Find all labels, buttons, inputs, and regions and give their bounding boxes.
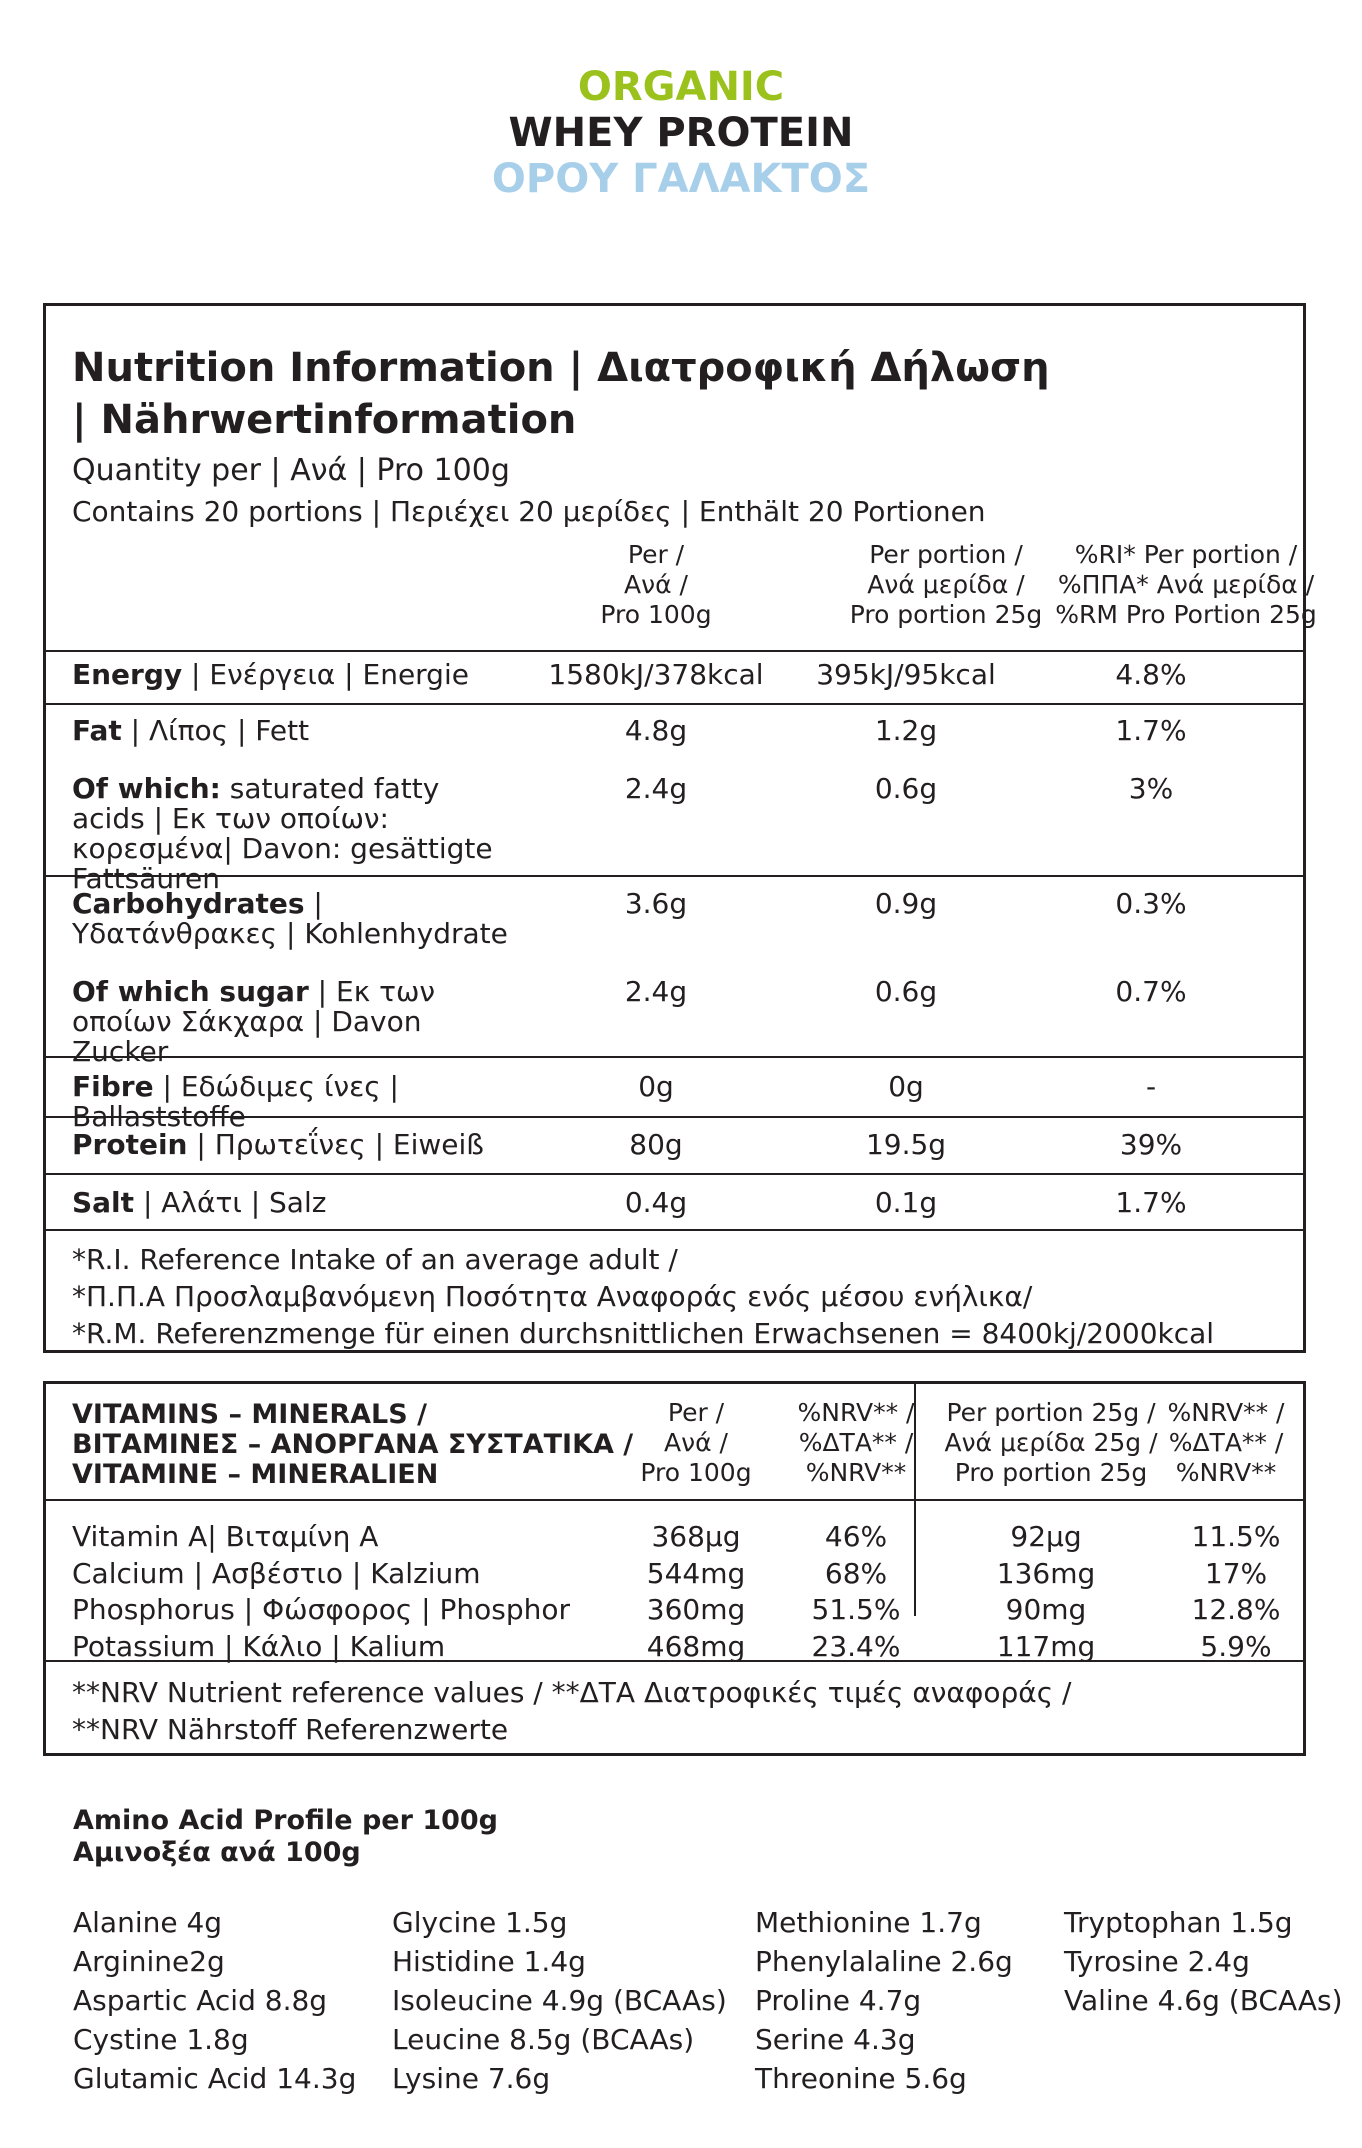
nutrient-translations: saturated fatty acids | Εκ των οποίων: κορεσμένα| Davon: gesättigte Fattsäuren xyxy=(72,772,493,895)
nutrient-name: Of which sugar xyxy=(72,975,309,1008)
amino-column xyxy=(755,1903,1013,2098)
amino-acid-item: Valine 4.6g (BCAAs) xyxy=(1064,1984,1343,2017)
amino-acid-item: Methionine 1.7g xyxy=(755,1906,982,1939)
nutrient-value: 1.7% xyxy=(1115,714,1187,747)
vitamin-name: Vitamin A| Βιταμίνη Α xyxy=(72,1520,379,1553)
nutrient-value: 3% xyxy=(1128,772,1174,805)
vitamin-value: 360mg xyxy=(646,1593,746,1626)
nutrient-translations: | Αλάτι | Salz xyxy=(134,1186,327,1219)
col-head-per-100g: Per / Ανά / Pro 100g xyxy=(600,540,712,629)
vit-col-nrv: %NRV** / %ΔΤΑ** / %NRV** xyxy=(797,1398,915,1487)
nutrient-value: 2.4g xyxy=(624,772,688,805)
nutrient-name: Salt xyxy=(72,1186,135,1219)
nutrient-value: 0g xyxy=(888,1070,924,1103)
amino-acid-item: Tyrosine 2.4g xyxy=(1064,1945,1250,1978)
nutrient-value: 19.5g xyxy=(865,1128,947,1161)
nutrient-value: 4.8% xyxy=(1115,658,1187,691)
amino-acid-item: Threonine 5.6g xyxy=(755,2062,967,2095)
divider xyxy=(46,1229,1303,1231)
vitamin-value: 5.9% xyxy=(1200,1629,1272,1663)
amino-acid-item: Arginine2g xyxy=(73,1945,225,1978)
nutrient-value: 0.6g xyxy=(874,772,938,805)
vitamin-value: 23.4% xyxy=(811,1629,901,1663)
vitamin-value: 544mg xyxy=(646,1556,746,1590)
footnote-ppa: *Π.Π.Α Προσλαμβανόμενη Ποσότητα Αναφοράς ενός μέσου ενήλικα/ xyxy=(72,1280,1033,1313)
nutrient-label xyxy=(72,660,542,690)
amino-acid-item: Tryptophan 1.5g xyxy=(1064,1906,1293,1939)
vitamin-value: 46% xyxy=(824,1520,888,1553)
nutrient-label xyxy=(72,889,512,949)
vitamins-heading-en: VITAMINS – MINERALS / xyxy=(72,1399,427,1430)
nutrient-label xyxy=(72,1188,542,1218)
amino-column xyxy=(73,1903,356,2098)
nutrient-name: Carbohydrates xyxy=(72,887,305,920)
amino-acid-item: Leucine 8.5g (BCAAs) xyxy=(392,2023,695,2056)
amino-column xyxy=(1064,1903,1343,2020)
amino-title-en: Amino Acid Profile per 100g xyxy=(73,1805,499,1836)
vitamins-heading xyxy=(72,1400,633,1490)
nutrient-value: 1.2g xyxy=(874,714,938,747)
nutrient-value: 4.8g xyxy=(624,714,688,747)
nutrient-label xyxy=(72,1130,542,1160)
footnote-nrv-2: **NRV Nährstoff Referenzwerte xyxy=(72,1713,509,1746)
vitamins-table xyxy=(43,1381,1306,1756)
divider xyxy=(46,1660,1303,1662)
nutrient-value: 0.3% xyxy=(1115,887,1187,920)
nutrient-value: 80g xyxy=(629,1128,683,1161)
nutrient-translations: | Ενέργεια | Energie xyxy=(182,658,469,691)
nutrient-translations: | Εδώδιμες ίνες | Ballaststoffe xyxy=(72,1070,399,1133)
amino-acid-item: Isoleucine 4.9g (BCAAs) xyxy=(392,1984,727,2017)
amino-acid-item: Cystine 1.8g xyxy=(73,2023,249,2056)
heading-whey-protein: WHEY PROTEIN xyxy=(508,110,854,156)
vitamin-value: 368μg xyxy=(651,1520,741,1553)
nutrient-value: 3.6g xyxy=(624,887,688,920)
nutrition-table xyxy=(43,303,1317,1353)
amino-title-gr: Αμινοξέα ανά 100g xyxy=(73,1837,361,1868)
product-heading xyxy=(0,64,1362,202)
divider xyxy=(46,1056,1303,1058)
col-head-ri: %RI* Per portion / %ΠΠΑ* Ανά μερίδα / %RM Pro Portion 25g xyxy=(1055,540,1317,629)
nutrient-translations: | Λίπος | Fett xyxy=(121,714,310,747)
nutrient-value: - xyxy=(1145,1070,1157,1103)
amino-acid-item: Lysine 7.6g xyxy=(392,2062,551,2095)
footnote-nrv-1: **NRV Nutrient reference values / **ΔΤΑ Διατροφικές τιμές αναφοράς / xyxy=(72,1676,1072,1709)
nutrient-value: 2.4g xyxy=(624,975,688,1008)
nutrient-label xyxy=(72,1072,542,1132)
nutrient-value: 0.7% xyxy=(1115,975,1187,1008)
nutrient-value: 1.7% xyxy=(1115,1186,1187,1219)
heading-organic: ORGANIC xyxy=(577,64,785,110)
vitamin-name: Calcium | Ασβέστιο | Kalzium xyxy=(72,1556,481,1590)
vitamin-value: 117mg xyxy=(996,1629,1096,1663)
nutrient-value: 0g xyxy=(638,1070,674,1103)
vit-col-per-100g: Per / Ανά / Pro 100g xyxy=(640,1398,752,1487)
divider xyxy=(46,650,1303,652)
vit-col-per-portion: Per portion 25g / Ανά μερίδα 25g / Pro portion 25g xyxy=(944,1398,1158,1487)
nutrient-translations: | Εκ των οποίων Σάκχαρα | Davon Zucker xyxy=(72,975,436,1068)
vitamin-value: 92μg xyxy=(1010,1520,1082,1553)
nutrient-value: 395kJ/95kcal xyxy=(816,658,996,691)
nutrient-value: 1580kJ/378kcal xyxy=(548,658,764,691)
vitamins-heading-de: VITAMINE – MINERALIEN xyxy=(72,1459,439,1490)
heading-greek: ΟΡΟΥ ΓΑΛΑΚΤΟΣ xyxy=(491,156,871,202)
nutrient-value: 39% xyxy=(1119,1128,1183,1161)
vitamin-value: 136mg xyxy=(996,1556,1096,1590)
nutrient-name: Protein xyxy=(72,1128,188,1161)
amino-acid-item: Phenylalaline 2.6g xyxy=(755,1945,1013,1978)
amino-column xyxy=(392,1903,727,2098)
amino-acid-item: Histidine 1.4g xyxy=(392,1945,586,1978)
divider xyxy=(46,1173,1303,1175)
nutrient-value: 0.1g xyxy=(874,1186,938,1219)
nutrition-title: Nutrition Information | Διατροφική Δήλωση | Nährwertinformation xyxy=(72,345,1050,443)
nutrient-name: Of which: xyxy=(72,772,221,805)
amino-acid-item: Aspartic Acid 8.8g xyxy=(73,1984,328,2017)
vitamins-heading-gr: ΒΙΤΑΜΙΝΕΣ – ΑΝΟΡΓΑΝΑ ΣΥΣΤΑΤΙΚΑ / xyxy=(72,1429,634,1460)
contains-text: Contains 20 portions | Περιέχει 20 μερίδες | Enthält 20 Portionen xyxy=(72,495,986,528)
amino-acid-item: Glycine 1.5g xyxy=(392,1906,568,1939)
col-head-per-portion: Per portion / Ανά μερίδα / Pro portion 25g xyxy=(849,540,1043,629)
amino-acid-item: Proline 4.7g xyxy=(755,1984,922,2017)
vitamin-name: Phosphorus | Φώσφορος | Phosphor xyxy=(72,1593,570,1626)
divider xyxy=(46,1116,1303,1118)
amino-acid-item: Alanine 4g xyxy=(73,1906,223,1939)
quantity-text: Quantity per | Ανά | Pro 100g xyxy=(72,453,510,488)
amino-acid-item: Serine 4.3g xyxy=(755,2023,916,2056)
footnote-rm: *R.M. Referenzmenge für einen durchsnittlichen Erwachsenen = 8400kj/2000kcal xyxy=(72,1317,1215,1350)
vitamin-value: 68% xyxy=(824,1556,888,1590)
divider xyxy=(46,875,1303,877)
nutrient-value: 0.9g xyxy=(874,887,938,920)
vitamin-name: Potassium | Κάλιο | Kalium xyxy=(72,1629,446,1663)
nutrient-translations: | Υδατάνθρακες | Kohlenhydrate xyxy=(72,887,508,950)
nutrient-translations: | Πρωτεΐνες | Eiweiß xyxy=(187,1128,484,1161)
vitamin-value: 11.5% xyxy=(1191,1520,1281,1553)
nutrient-name: Energy xyxy=(72,658,183,691)
nutrient-label xyxy=(72,716,542,746)
vitamin-value: 90mg xyxy=(1005,1593,1087,1626)
footnote-ri: *R.I. Reference Intake of an average adult / xyxy=(72,1243,678,1276)
vitamin-value: 17% xyxy=(1204,1556,1268,1590)
vit-col-nrv-portion: %NRV** / %ΔΤΑ** / %NRV** xyxy=(1167,1398,1285,1487)
nutrient-label xyxy=(72,977,512,1067)
nutrient-name: Fat xyxy=(72,714,122,747)
amino-title xyxy=(73,1805,498,1869)
divider xyxy=(46,1499,1303,1501)
nutrient-name: Fibre xyxy=(72,1070,154,1103)
amino-acid-item: Glutamic Acid 14.3g xyxy=(73,2062,357,2095)
nutrient-value: 0.6g xyxy=(874,975,938,1008)
divider xyxy=(46,703,1303,705)
vitamin-value: 468mg xyxy=(646,1629,746,1663)
vitamin-value: 51.5% xyxy=(811,1593,901,1626)
vitamin-value: 12.8% xyxy=(1191,1593,1281,1626)
nutrient-value: 0.4g xyxy=(624,1186,688,1219)
